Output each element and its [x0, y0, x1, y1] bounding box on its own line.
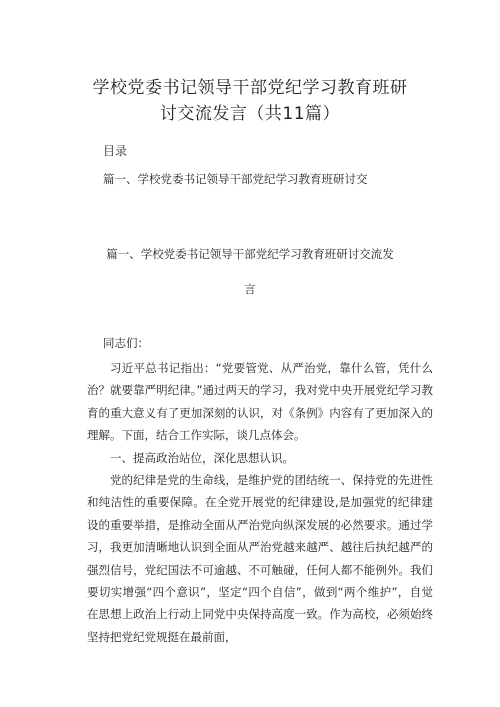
paragraph-intro: 习近平总书记指出：“党要管党、从严治党，靠什么管，凭什么治？就要靠严明纪律。”通过两天的学习，我对党中央开展党纪学习教育的重大意义有了更加深刻的认识，对《条例》内容有了更加深入的理解。下面，结合工作实际，谈几点体会。	[87, 361, 433, 443]
section-title-line-2: 言	[244, 282, 256, 296]
toc-heading: 目录	[103, 144, 128, 158]
paragraph-heading-1: 一、提高政治站位，深化思想认识。	[110, 450, 294, 465]
paragraph-discipline: 党的纪律是党的生命线，是维护党的团结统一、保持党的先进性和纯洁性的重要保障。在全党开展党的纪律建设,是加强党的纪律建设的重要举措，是推动全面从严治党向纵深发展的必然要求。通过学习，我更加清晰地认识到全面从严治党越来越严、越往后执纪越严的强烈信号，党纪国法不可逾越、不可触碰，任何人都不能例外。我们要切实增强“四个意识”，坚定“四个自信”，做到“两个维护”，自觉在思想上政治上行动上同党中央保持高度一致。作为高校，必须始终坚持把党纪党规挺在最前面，	[87, 473, 433, 644]
salutation: 同志们：	[103, 336, 149, 350]
section-title-line-1: 篇一、学校党委书记领导干部党纪学习教育班研讨交流发	[106, 247, 394, 261]
body-text	[87, 357, 433, 648]
document-title-line-2: 讨交流发言（共11篇）	[159, 104, 341, 124]
document-title-line-1: 学校党委书记领导干部党纪学习教育班研	[92, 78, 408, 98]
toc-item[interactable]: 篇一、学校党委书记领导干部党纪学习教育班研讨交	[103, 172, 368, 186]
